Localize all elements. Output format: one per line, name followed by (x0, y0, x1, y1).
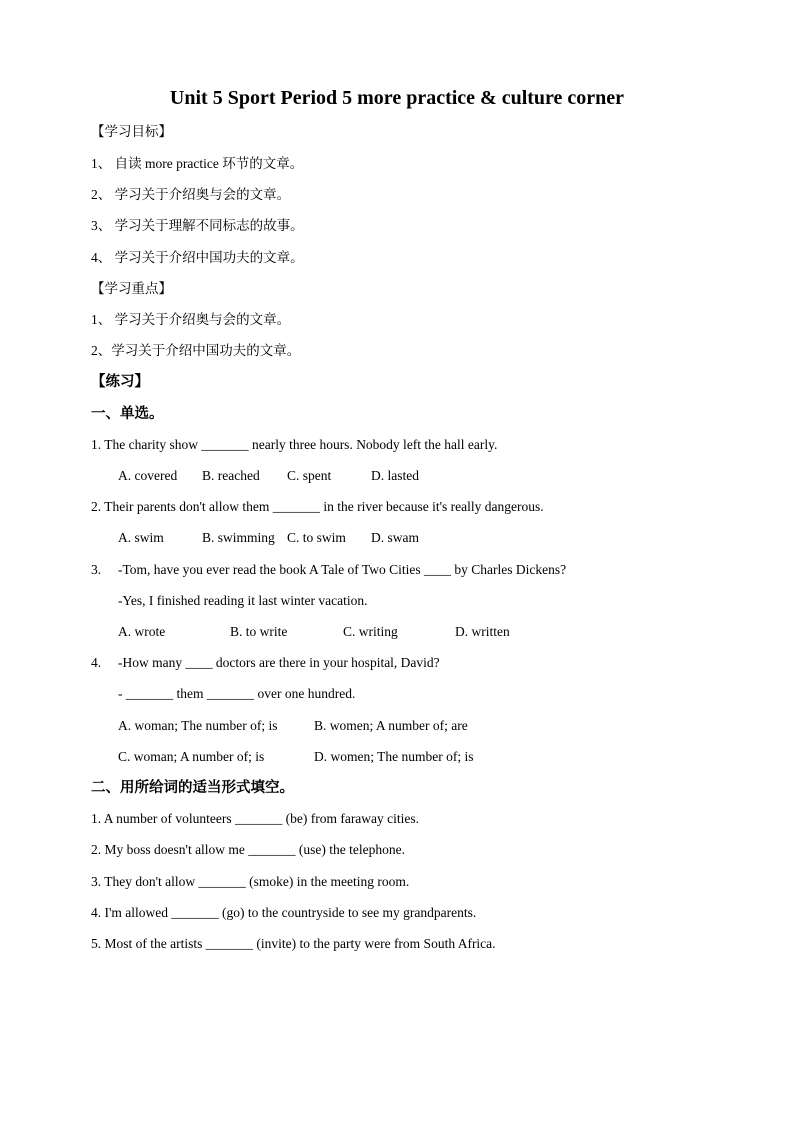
question-1-option-a: A. covered (118, 468, 178, 483)
fill-item-2: 2. My boss doesn't allow me _______ (use) the telephone. (91, 842, 406, 857)
question-3-option-d: D. written (455, 624, 510, 639)
question-3-option-c: C. writing (343, 624, 398, 639)
fill-item-4: 4. I'm allowed _______ (go) to the countryside to see my grandparents. (91, 905, 477, 920)
question-4-option-a: A. woman; The number of; is (118, 718, 278, 733)
question-2-option-d: D. swam (371, 530, 419, 545)
objective-item-2: 2、 学习关于介绍奥与会的文章。 (91, 187, 291, 202)
section2-heading: 二、用所给词的适当形式填空。 (91, 780, 294, 796)
question-3-option-a: A. wrote (118, 624, 166, 639)
question-4-line-1: -How many ____ doctors are there in your hospital, David? (118, 655, 440, 670)
fill-item-3: 3. They don't allow _______ (smoke) in the meeting room. (91, 874, 410, 889)
question-4-line-2: - _______ them _______ over one hundred. (118, 686, 356, 701)
page-title: Unit 5 Sport Period 5 more practice & culture corner (169, 87, 625, 109)
question-2-option-c: C. to swim (287, 530, 346, 545)
question-1-stem: 1. The charity show _______ nearly three hours. Nobody left the hall early. (91, 437, 498, 452)
fill-item-1: 1. A number of volunteers _______ (be) from faraway cities. (91, 811, 420, 826)
question-2-option-a: A. swim (118, 530, 164, 545)
objectives-heading: 【学习目标】 (91, 124, 172, 139)
key-point-item-2: 2、学习关于介绍中国功夫的文章。 (91, 343, 301, 358)
question-4-option-b: B. women; A number of; are (314, 718, 468, 733)
objective-item-1: 1、 自读 more practice 环节的文章。 (91, 156, 304, 171)
question-1-option-b: B. reached (202, 468, 260, 483)
objective-item-4: 4、 学习关于介绍中国功夫的文章。 (91, 250, 304, 265)
question-3-option-b: B. to write (230, 624, 288, 639)
question-1-option-c: C. spent (287, 468, 332, 483)
question-2-option-b: B. swimming (202, 530, 275, 545)
question-3-line-1: -Tom, have you ever read the book A Tale of Two Cities ____ by Charles Dickens? (118, 562, 567, 577)
question-4-number: 4. (91, 655, 102, 670)
question-3-line-2: -Yes, I finished reading it last winter vacation. (118, 593, 368, 608)
question-4-option-c: C. woman; A number of; is (118, 749, 265, 764)
objective-item-3: 3、 学习关于理解不同标志的故事。 (91, 218, 304, 233)
question-3-number: 3. (91, 562, 102, 577)
section1-heading: 一、单选。 (91, 406, 164, 422)
practice-heading: 【练习】 (91, 374, 149, 390)
question-1-option-d: D. lasted (371, 468, 419, 483)
key-point-item-1: 1、 学习关于介绍奥与会的文章。 (91, 312, 291, 327)
question-4-option-d: D. women; The number of; is (314, 749, 474, 764)
key-points-heading: 【学习重点】 (91, 281, 172, 296)
question-2-stem: 2. Their parents don't allow them _______ in the river because it's really dangerous. (91, 499, 544, 514)
fill-item-5: 5. Most of the artists _______ (invite) to the party were from South Africa. (91, 936, 496, 951)
